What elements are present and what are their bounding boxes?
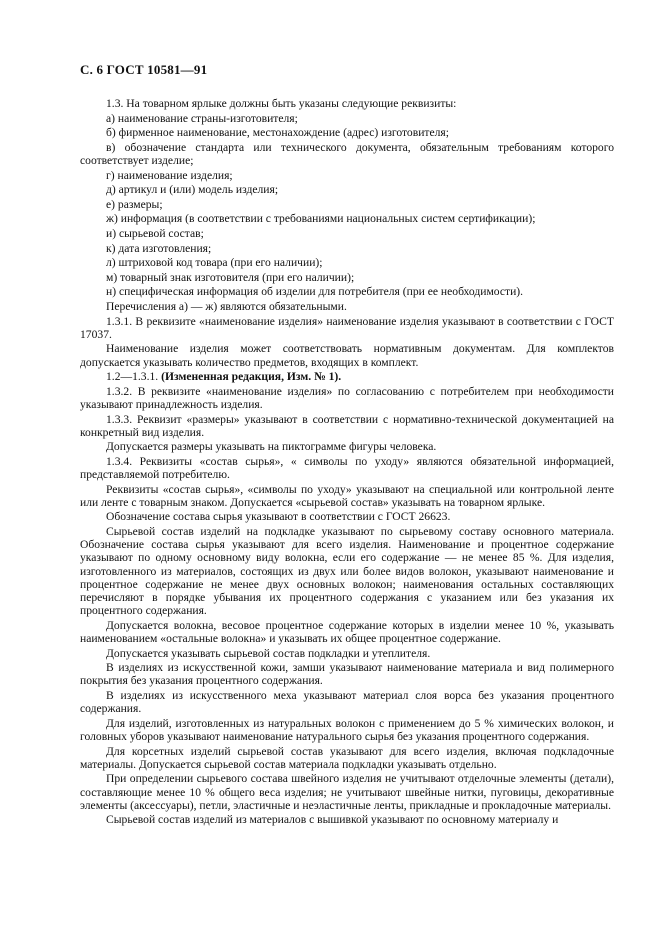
paragraph: 1.3.1. В реквизите «наименование изделия» наименование изделия указывают в соответствии с ГОСТ 17037. xyxy=(80,314,614,341)
paragraph: Допускается волокна, весовое процентное содержание которых в изделии менее 10 %, указывать наименованием «остальные волокна» и указывать их общее процентное содержание. xyxy=(80,618,614,646)
paragraph: 1.3.2. В реквизите «наименование изделия» по согласованию с потребителем при необходимости указывают принадлежность изделия. xyxy=(80,384,614,411)
paragraph: Наименование изделия может соответствовать нормативным документам. Для комплектов допускается указывать количество предметов, входящих в комплект. xyxy=(80,342,614,369)
list-item: л) штриховой код товара (при его наличии); xyxy=(106,256,323,270)
list-item: в) обозначение стандарта или технического документа, обязательным требованиям которого соответствует изделие; xyxy=(80,140,614,167)
list-item: е) размеры; xyxy=(106,197,163,211)
amendment-label: (Измененная редакция, Изм. № 1). xyxy=(161,370,342,384)
amendment-note xyxy=(80,370,614,383)
paragraph: Реквизиты «состав сырья», «символы по уходу» указывают на специальной или контрольной ленте или ленте с товарным знаком. Допускается «сырьевой состав» указывать на товарном ярлыке. xyxy=(80,482,614,509)
paragraph: При определении сырьевого состава швейного изделия не учитывают отделочные элементы (детали), составляющие менее 10 % общего веса изделия; не учитывают швейные нитки, пуговицы, декоративные элементы (аксессуары), петли, эластичные и неэластичные ленты, прикладные и прокладочные материалы. xyxy=(80,772,614,812)
list-item: б) фирменное наименование, местонахождение (адрес) изготовителя; xyxy=(106,126,449,140)
paragraph: 1.3.4. Реквизиты «состав сырья», « символы по уходу» являются обязательной информацией, представляемой потребителю. xyxy=(80,454,614,482)
document-body xyxy=(80,97,614,828)
paragraph: Сырьевой состав изделий из материалов с вышивкой указывают по основному материалу и xyxy=(106,813,559,827)
list-item: ж) информация (в соответствии с требованиями национальных систем сертификации); xyxy=(106,212,536,226)
paragraph: Сырьевой состав изделий на подкладке указывают по сырьевому составу основного материала. Обозначение состава сырья указывают для всего изделия. Наименование и процентное содержание указывают по одному основному виду волокна, если его содержание — не менее 85 %. Для изделия, изготовленного из материалов, состоящих из двух или более видов волокон, указывают наименование и процентное содержание не менее двух основных волокон; наименования остальных составляющих перечисляют в порядке убывания их процентного содержания с указанием или без указания их процентного содержания. xyxy=(80,525,614,618)
amendment-ref: 1.2—1.3.1. xyxy=(106,370,162,384)
list-item: д) артикул и (или) модель изделия; xyxy=(106,183,279,197)
paragraph: В изделиях из искусственной кожи, замши указывают наименование материала и вид полимерного покрытия без указания процентного содержания. xyxy=(80,661,614,688)
paragraph: Обозначение состава сырья указывают в соответствии с ГОСТ 26623. xyxy=(106,510,451,524)
list-item: г) наименование изделия; xyxy=(106,168,233,182)
paragraph: Допускается размеры указывать на пиктограмме фигуры человека. xyxy=(106,440,437,454)
list-item: и) сырьевой состав; xyxy=(106,226,204,240)
paragraph: 1.3.3. Реквизит «размеры» указывают в соответствии с нормативно-технической документацией на конкретный вид изделия. xyxy=(80,412,614,439)
page-header: С. 6 ГОСТ 10581—91 xyxy=(80,62,208,77)
list-item: н) специфическая информация об изделии для потребителя (при ее необходимости). xyxy=(106,285,524,299)
paragraph: Допускается указывать сырьевой состав подкладки и утеплителя. xyxy=(106,646,431,660)
paragraph: 1.3. На товарном ярлыке должны быть указаны следующие реквизиты: xyxy=(106,97,457,110)
paragraph: В изделиях из искусственного меха указывают материал слоя ворса без указания процентного содержания. xyxy=(80,689,614,716)
list-item: к) дата изготовления; xyxy=(106,241,212,255)
paragraph: Для корсетных изделий сырьевой состав указывают для всего изделия, включая подкладочные материалы. Допускается сырьевой состав материала подкладки указывать отдельно. xyxy=(80,744,614,771)
list-item: а) наименование страны-изготовителя; xyxy=(106,111,298,125)
list-item: м) товарный знак изготовителя (при его наличии); xyxy=(106,270,355,284)
paragraph: Перечисления а) — ж) являются обязательными. xyxy=(106,299,347,313)
paragraph: Для изделий, изготовленных из натуральных волокон с применением до 5 % химических волокон, и головных уборов указывают наименование натурального сырья без указания процентного содержания. xyxy=(80,716,614,744)
